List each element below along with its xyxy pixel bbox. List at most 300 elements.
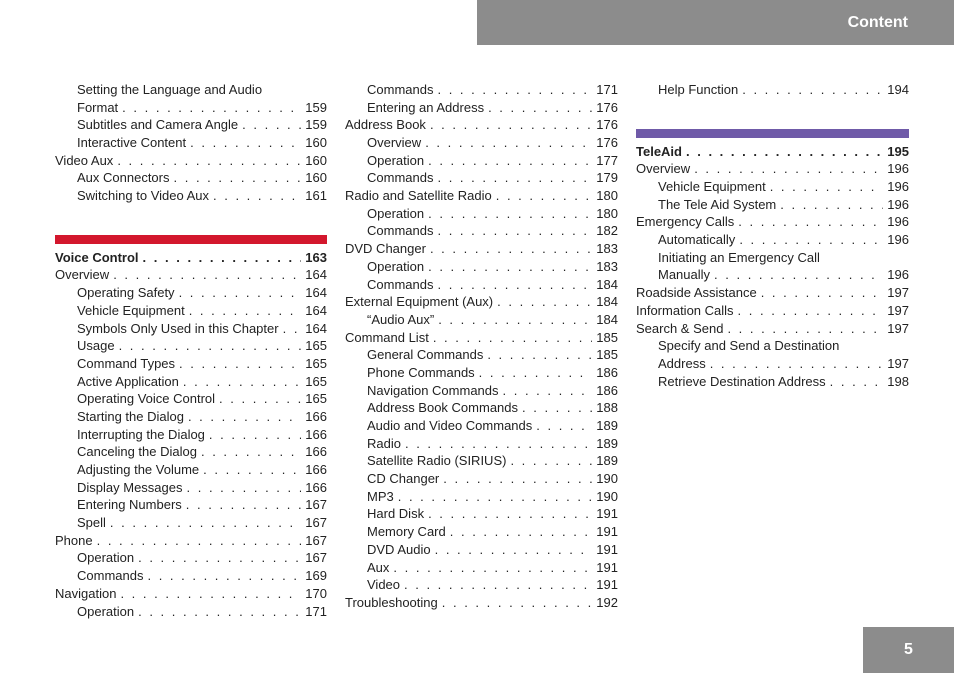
- dot-leader: [488, 99, 592, 117]
- dot-leader: [437, 81, 592, 99]
- toc-entry[interactable]: [636, 373, 909, 391]
- toc-entry[interactable]: [636, 231, 909, 249]
- dot-leader: [738, 213, 883, 231]
- toc-entry-title: Starting the Dialog: [77, 408, 184, 424]
- toc-entry[interactable]: [55, 99, 327, 117]
- dot-leader: [479, 364, 592, 382]
- toc-entry-page: 188: [596, 400, 618, 416]
- toc-entry[interactable]: [345, 276, 618, 294]
- toc-entry[interactable]: [345, 169, 618, 187]
- toc-entry-page: 165: [305, 391, 327, 407]
- toc-entry-title: Interrupting the Dialog: [77, 426, 205, 442]
- dot-leader: [487, 346, 592, 364]
- toc-entry-title: Vehicle Equipment: [77, 302, 185, 318]
- toc-entry[interactable]: [345, 382, 618, 400]
- toc-entry-page: 196: [887, 232, 909, 248]
- dot-leader: [430, 116, 592, 134]
- toc-entry[interactable]: [345, 541, 618, 559]
- dot-leader: [117, 152, 301, 170]
- toc-entry-page: 191: [596, 541, 618, 557]
- dot-leader: [437, 169, 592, 187]
- toc-entry[interactable]: [345, 116, 618, 134]
- toc-entry[interactable]: [636, 320, 909, 338]
- toc-entry-title: CD Changer: [367, 471, 440, 487]
- toc-entry[interactable]: [55, 116, 327, 134]
- toc-entry-title: Manually: [658, 267, 711, 283]
- toc-entry[interactable]: [636, 143, 909, 161]
- toc-entry-page: 161: [305, 188, 327, 204]
- toc-entry-page: 159: [305, 117, 327, 133]
- dot-leader: [503, 382, 592, 400]
- toc-entry[interactable]: [55, 355, 327, 373]
- toc-entry-title: Audio and Video Commands: [367, 418, 533, 434]
- toc-entry[interactable]: [55, 320, 327, 338]
- toc-entry-title: Format: [77, 99, 119, 115]
- toc-entry[interactable]: [345, 576, 618, 594]
- dot-leader: [433, 329, 592, 347]
- toc-entry-title: Operation: [367, 152, 425, 168]
- toc-entry-title: Setting the Language and Audio: [77, 81, 263, 97]
- toc-entry[interactable]: [636, 196, 909, 214]
- toc-entry[interactable]: [636, 249, 909, 267]
- toc-entry-page: 164: [305, 320, 327, 336]
- toc-entry-page: 163: [305, 249, 327, 265]
- dot-leader: [714, 266, 883, 284]
- dot-leader: [428, 505, 592, 523]
- toc-list: [345, 81, 618, 612]
- toc-entry[interactable]: [345, 293, 618, 311]
- toc-entry-title: Entering an Address: [367, 99, 485, 115]
- dot-leader: [428, 205, 592, 223]
- toc-entry-title: Address Book: [345, 117, 426, 133]
- dot-leader: [727, 320, 883, 338]
- toc-entry-title: Initiating an Emergency Call: [658, 249, 820, 265]
- toc-entry-title: Operation: [77, 603, 135, 619]
- toc-entry-page: 191: [596, 559, 618, 575]
- toc-entry-title: Phone: [55, 532, 93, 548]
- toc-entry-title: Overview: [636, 161, 691, 177]
- toc-entry-title: “Audio Aux”: [367, 311, 435, 327]
- toc-entry-title: Roadside Assistance: [636, 285, 757, 301]
- toc-entry[interactable]: [345, 470, 618, 488]
- toc-entry-page: 189: [596, 418, 618, 434]
- toc-entry[interactable]: [55, 532, 327, 550]
- toc-entry-title: Usage: [77, 338, 115, 354]
- toc-entry-page: 197: [887, 302, 909, 318]
- toc-entry-title: Commands: [367, 276, 434, 292]
- dot-leader: [435, 541, 592, 559]
- dot-leader: [428, 152, 592, 170]
- toc-entry-title: Interactive Content: [77, 135, 187, 151]
- toc-column-2: [345, 81, 618, 612]
- dot-leader: [761, 284, 883, 302]
- toc-entry[interactable]: [55, 81, 327, 99]
- dot-leader: [443, 470, 592, 488]
- toc-entry-page: 165: [305, 355, 327, 371]
- chapter-tab: [477, 0, 954, 45]
- toc-entry-title: Address: [658, 355, 706, 371]
- toc-entry-title: Navigation Commands: [367, 382, 499, 398]
- toc-entry-page: 191: [596, 506, 618, 522]
- toc-entry[interactable]: [55, 187, 327, 205]
- toc-entry[interactable]: [636, 81, 909, 99]
- toc-entry-title: Active Application: [77, 373, 179, 389]
- dot-leader: [438, 311, 592, 329]
- dot-leader: [497, 293, 592, 311]
- toc-entry-title: Commands: [77, 568, 144, 584]
- dot-leader: [283, 320, 301, 338]
- toc-entry[interactable]: [55, 169, 327, 187]
- toc-entry[interactable]: [55, 267, 327, 285]
- toc-entry-page: 166: [305, 426, 327, 442]
- toc-entry-title: Radio: [367, 435, 401, 451]
- toc-entry[interactable]: [55, 337, 327, 355]
- toc-entry[interactable]: [636, 284, 909, 302]
- toc-entry[interactable]: [345, 506, 618, 524]
- toc-entry-title: Commands: [367, 170, 434, 186]
- dot-leader: [186, 496, 301, 514]
- toc-entry-page: 195: [887, 143, 909, 159]
- toc-entry[interactable]: [345, 134, 618, 152]
- toc-entry-page: 160: [305, 135, 327, 151]
- toc-entry-page: 182: [596, 223, 618, 239]
- toc-entry-page: 186: [596, 364, 618, 380]
- toc-entry-page: 185: [596, 347, 618, 363]
- dot-leader: [522, 399, 592, 417]
- toc-entry-title: Operation: [367, 258, 425, 274]
- toc-entry[interactable]: [636, 178, 909, 196]
- toc-entry[interactable]: [345, 435, 618, 453]
- toc-entry-title: Hard Disk: [367, 506, 425, 522]
- dot-leader: [188, 408, 301, 426]
- dot-leader: [437, 276, 592, 294]
- toc-entry-title: Voice Control: [55, 249, 139, 265]
- toc-entry[interactable]: [636, 160, 909, 178]
- toc-entry-page: 179: [596, 170, 618, 186]
- toc-entry[interactable]: [55, 496, 327, 514]
- toc-entry[interactable]: [345, 81, 618, 99]
- toc-entry-page: 159: [305, 99, 327, 115]
- toc-entry[interactable]: [345, 364, 618, 382]
- toc-entry-title: Adjusting the Volume: [77, 462, 200, 478]
- toc-entry-title: Troubleshooting: [345, 594, 438, 610]
- toc-entry-title: Operating Safety: [77, 285, 175, 301]
- dot-leader: [830, 373, 883, 391]
- toc-entry[interactable]: [345, 99, 618, 117]
- toc-entry-page: 183: [596, 258, 618, 274]
- dot-leader: [120, 585, 301, 603]
- toc-entry-title: Vehicle Equipment: [658, 179, 766, 195]
- toc-entry-title: Satellite Radio (SIRIUS): [367, 453, 507, 469]
- dot-leader: [143, 249, 301, 267]
- toc-entry-page: 189: [596, 435, 618, 451]
- dot-leader: [710, 355, 883, 373]
- page-number-tab: [863, 627, 954, 673]
- toc-entry-title: Subtitles and Camera Angle: [77, 117, 239, 133]
- toc-entry[interactable]: [636, 355, 909, 373]
- toc-entry-title: Video Aux: [55, 152, 114, 168]
- chapter-title: Content: [847, 13, 908, 31]
- toc-entry-page: 164: [305, 302, 327, 318]
- toc-entry-title: Help Function: [658, 81, 739, 97]
- toc-entry-title: Canceling the Dialog: [77, 444, 197, 460]
- dot-leader: [450, 523, 592, 541]
- dot-leader: [97, 532, 301, 550]
- toc-entry-page: 196: [887, 179, 909, 195]
- toc-entry-title: Radio and Satellite Radio: [345, 188, 492, 204]
- toc-entry-title: TeleAid: [636, 143, 682, 159]
- toc-entry-page: 186: [596, 382, 618, 398]
- toc-entry-page: 166: [305, 408, 327, 424]
- toc-entry[interactable]: [345, 223, 618, 241]
- toc-entry[interactable]: [55, 443, 327, 461]
- toc-entry-page: 184: [596, 276, 618, 292]
- dot-leader: [425, 134, 592, 152]
- toc-entry-page: 167: [305, 532, 327, 548]
- toc-entry-title: Video: [367, 577, 401, 593]
- toc-list: [55, 81, 327, 205]
- toc-entry-page: 160: [305, 152, 327, 168]
- dot-leader: [393, 559, 592, 577]
- toc-entry-page: 166: [305, 444, 327, 460]
- toc-entry-title: Automatically: [658, 232, 736, 248]
- dot-leader: [404, 576, 592, 594]
- toc-entry-title: Operation: [77, 550, 135, 566]
- toc-entry[interactable]: [345, 187, 618, 205]
- toc-list: [636, 143, 909, 391]
- toc-entry-title: Overview: [55, 267, 110, 283]
- toc-entry[interactable]: [345, 452, 618, 470]
- toc-entry[interactable]: [345, 594, 618, 612]
- toc-entry-title: Memory Card: [367, 524, 446, 540]
- toc-entry-page: 192: [596, 594, 618, 610]
- toc-entry-page: 185: [596, 329, 618, 345]
- toc-entry-page: 170: [305, 585, 327, 601]
- toc-entry-page: 191: [596, 577, 618, 593]
- toc-entry-title: Commands: [367, 223, 434, 239]
- toc-entry-title: Phone Commands: [367, 364, 475, 380]
- toc-list: [636, 81, 909, 99]
- toc-entry[interactable]: [55, 426, 327, 444]
- toc-entry-title: External Equipment (Aux): [345, 294, 494, 310]
- toc-entry[interactable]: [345, 399, 618, 417]
- toc-entry-title: Command Types: [77, 355, 176, 371]
- dot-leader: [147, 567, 301, 585]
- toc-entry[interactable]: [345, 258, 618, 276]
- toc-entry-title: Retrieve Destination Address: [658, 373, 826, 389]
- toc-entry-page: 196: [887, 196, 909, 212]
- dot-leader: [738, 302, 883, 320]
- dot-leader: [398, 488, 592, 506]
- toc-entry[interactable]: [345, 329, 618, 347]
- toc-entry[interactable]: [345, 205, 618, 223]
- toc-entry[interactable]: [55, 603, 327, 621]
- dot-leader: [437, 222, 592, 240]
- toc-entry[interactable]: [345, 240, 618, 258]
- toc-entry-page: 189: [596, 453, 618, 469]
- toc-entry-page: 183: [596, 241, 618, 257]
- dot-leader: [510, 452, 592, 470]
- toc-entry[interactable]: [345, 152, 618, 170]
- toc-entry-page: 176: [596, 117, 618, 133]
- toc-entry[interactable]: [636, 302, 909, 320]
- toc-entry-page: 167: [305, 497, 327, 513]
- toc-entry[interactable]: [55, 479, 327, 497]
- dot-leader: [742, 81, 883, 99]
- toc-entry-title: Commands: [367, 81, 434, 97]
- dot-leader: [428, 258, 592, 276]
- dot-leader: [213, 187, 301, 205]
- dot-leader: [189, 302, 301, 320]
- toc-entry[interactable]: [345, 311, 618, 329]
- toc-entry[interactable]: [636, 213, 909, 231]
- toc-entry-title: Address Book Commands: [367, 400, 519, 416]
- dot-leader: [739, 231, 883, 249]
- toc-entry-page: 165: [305, 373, 327, 389]
- dot-leader: [430, 240, 592, 258]
- toc-entry[interactable]: [345, 523, 618, 541]
- dot-leader: [405, 435, 592, 453]
- toc-entry-page: 176: [596, 99, 618, 115]
- teleaid-section-bar: [636, 129, 909, 138]
- dot-leader: [242, 116, 301, 134]
- toc-entry-page: 197: [887, 355, 909, 371]
- toc-entry-page: 177: [596, 152, 618, 168]
- toc-entry[interactable]: [55, 567, 327, 585]
- dot-leader: [496, 187, 592, 205]
- toc-entry[interactable]: [345, 417, 618, 435]
- toc-entry-title: Switching to Video Aux: [77, 188, 210, 204]
- toc-entry-title: Specify and Send a Destination: [658, 338, 840, 354]
- toc-entry-title: Overview: [367, 135, 422, 151]
- toc-entry[interactable]: [55, 390, 327, 408]
- dot-leader: [174, 169, 302, 187]
- toc-entry[interactable]: [55, 461, 327, 479]
- toc-entry-page: 171: [596, 81, 618, 97]
- toc-entry-page: 164: [305, 267, 327, 283]
- toc-entry-page: 169: [305, 568, 327, 584]
- toc-entry[interactable]: [636, 267, 909, 285]
- toc-entry-page: 180: [596, 188, 618, 204]
- toc-entry-title: Information Calls: [636, 302, 734, 318]
- toc-entry-page: 196: [887, 214, 909, 230]
- toc-list: [55, 249, 327, 620]
- dot-leader: [113, 266, 301, 284]
- dot-leader: [110, 514, 301, 532]
- dot-leader: [442, 594, 592, 612]
- page-number: 5: [904, 641, 913, 658]
- toc-entry-page: 194: [887, 81, 909, 97]
- toc-entry[interactable]: [55, 514, 327, 532]
- toc-entry[interactable]: [55, 408, 327, 426]
- dot-leader: [119, 337, 301, 355]
- dot-leader: [179, 355, 301, 373]
- toc-entry[interactable]: [345, 488, 618, 506]
- toc-entry-title: Entering Numbers: [77, 497, 182, 513]
- toc-entry-title: Search & Send: [636, 320, 724, 336]
- toc-entry-page: 198: [887, 373, 909, 389]
- toc-entry[interactable]: [55, 284, 327, 302]
- toc-column-3: [636, 81, 909, 390]
- toc-entry-page: 171: [305, 603, 327, 619]
- toc-entry[interactable]: [55, 249, 327, 267]
- voice-control-section-bar: [55, 235, 327, 244]
- dot-leader: [138, 603, 301, 621]
- dot-leader: [536, 417, 592, 435]
- dot-leader: [770, 178, 883, 196]
- toc-entry-page: 176: [596, 135, 618, 151]
- toc-entry[interactable]: [55, 585, 327, 603]
- toc-entry[interactable]: [55, 302, 327, 320]
- toc-entry-page: 196: [887, 267, 909, 283]
- dot-leader: [780, 196, 883, 214]
- dot-leader: [209, 426, 301, 444]
- toc-entry-title: DVD Audio: [367, 541, 431, 557]
- toc-entry[interactable]: [345, 346, 618, 364]
- dot-leader: [138, 549, 301, 567]
- toc-entry[interactable]: [55, 373, 327, 391]
- toc-entry-page: 167: [305, 550, 327, 566]
- toc-entry-page: 197: [887, 285, 909, 301]
- toc-column-1: [55, 81, 327, 620]
- toc-entry-title: The Tele Aid System: [658, 196, 777, 212]
- dot-leader: [187, 479, 302, 497]
- dot-leader: [203, 461, 301, 479]
- toc-entry-title: Aux: [367, 559, 390, 575]
- toc-entry-page: 196: [887, 161, 909, 177]
- toc-entry-page: 190: [596, 471, 618, 487]
- toc-entry-page: 180: [596, 205, 618, 221]
- toc-entry-page: 184: [596, 311, 618, 327]
- toc-entry-page: 165: [305, 338, 327, 354]
- dot-leader: [201, 443, 301, 461]
- toc-entry-page: 190: [596, 488, 618, 504]
- toc-entry-page: 191: [596, 524, 618, 540]
- toc-entry-page: 184: [596, 294, 618, 310]
- toc-entry[interactable]: [55, 152, 327, 170]
- toc-entry-title: Operating Voice Control: [77, 391, 216, 407]
- toc-entry[interactable]: [345, 559, 618, 577]
- dot-leader: [183, 373, 301, 391]
- toc-entry-page: 164: [305, 285, 327, 301]
- toc-entry-title: DVD Changer: [345, 241, 426, 257]
- dot-leader: [694, 160, 883, 178]
- toc-entry-title: Emergency Calls: [636, 214, 735, 230]
- dot-leader: [219, 390, 301, 408]
- toc-entry[interactable]: [55, 550, 327, 568]
- dot-leader: [179, 284, 301, 302]
- toc-entry-title: MP3: [367, 488, 394, 504]
- toc-entry[interactable]: [55, 134, 327, 152]
- toc-entry-title: Operation: [367, 205, 425, 221]
- toc-entry-page: 166: [305, 462, 327, 478]
- toc-entry-title: Spell: [77, 515, 106, 531]
- toc-entry-page: 167: [305, 515, 327, 531]
- toc-entry-title: Symbols Only Used in this Chapter: [77, 320, 279, 336]
- dot-leader: [686, 143, 883, 161]
- toc-entry-page: 197: [887, 320, 909, 336]
- dot-leader: [190, 134, 301, 152]
- toc-entry-page: 160: [305, 170, 327, 186]
- toc-entry-title: General Commands: [367, 347, 484, 363]
- dot-leader: [122, 99, 301, 117]
- toc-entry-title: Display Messages: [77, 479, 183, 495]
- toc-entry-page: 166: [305, 479, 327, 495]
- toc-entry[interactable]: [636, 337, 909, 355]
- toc-entry-title: Aux Connectors: [77, 170, 170, 186]
- toc-entry-title: Command List: [345, 329, 429, 345]
- toc-entry-title: Navigation: [55, 585, 117, 601]
